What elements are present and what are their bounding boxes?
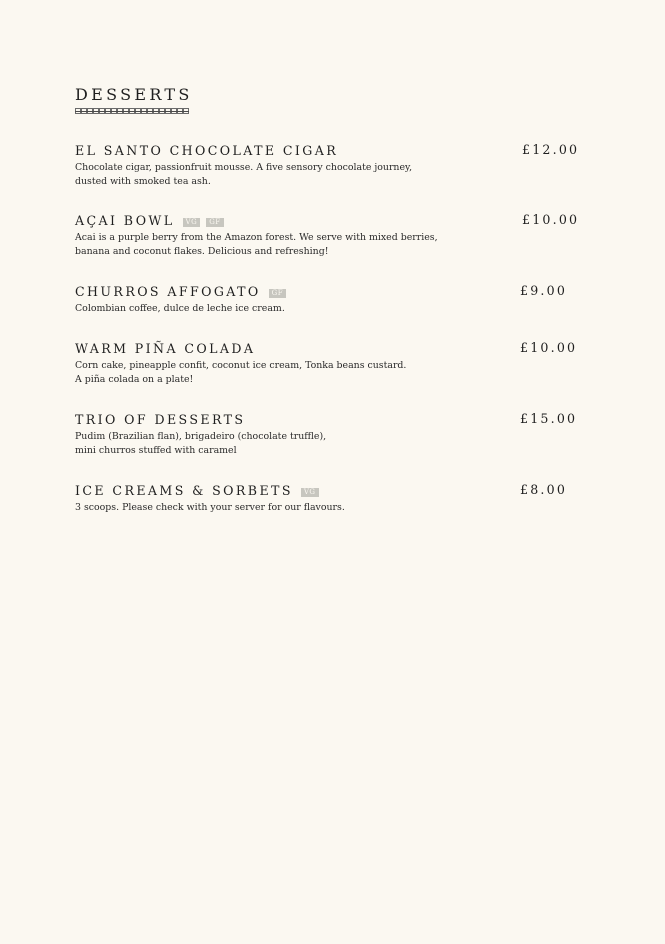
gluten-free-badge: GF <box>206 218 223 227</box>
menu-item-name: CHURROS AFFOGATO <box>75 284 261 299</box>
gluten-free-badge: GF <box>269 289 286 298</box>
menu-item-header <box>75 341 595 355</box>
menu-item-name: TRIO OF DESSERTS <box>75 412 246 427</box>
description-line: 3 scoops. Please check with your server for our flavours. <box>75 502 345 513</box>
menu-item-description <box>75 359 595 386</box>
menu-item <box>75 341 595 386</box>
menu-item-header <box>75 483 595 497</box>
menu-item-price: £12.00 <box>522 142 580 157</box>
menu-item-description <box>75 501 595 515</box>
menu-item-price: £8.00 <box>520 482 568 497</box>
menu-item-name: ICE CREAMS & SORBETS <box>75 483 293 498</box>
menu-item-header <box>75 143 595 157</box>
menu-item-price: £10.00 <box>520 340 578 355</box>
decorative-divider <box>75 108 189 114</box>
description-line: dusted with smoked tea ash. <box>75 175 211 187</box>
menu-item-price: £15.00 <box>520 411 578 426</box>
description-line: Colombian coffee, dulce de leche ice cream. <box>75 303 285 314</box>
description-line: Pudim (Brazilian flan), brigadeiro (chocolate truffle), <box>75 431 327 442</box>
description-line: banana and coconut flakes. Delicious and refreshing! <box>75 245 329 257</box>
description-line: Corn cake, pineapple confit, coconut ice cream, Tonka beans custard. <box>75 360 407 371</box>
menu-item-price: £10.00 <box>522 212 580 227</box>
menu-item <box>75 284 595 316</box>
menu-item <box>75 412 595 457</box>
description-line: A piña colada on a plate! <box>75 373 194 385</box>
menu-item-name: AÇAI BOWL <box>75 213 175 228</box>
menu-item-header <box>75 412 595 426</box>
menu-item-price: £9.00 <box>520 283 568 298</box>
menu-item-description <box>75 302 595 316</box>
menu-item-name: EL SANTO CHOCOLATE CIGAR <box>75 143 339 158</box>
menu-item-description <box>75 161 595 188</box>
vegan-badge: VG <box>301 488 319 497</box>
description-line: Acai is a purple berry from the Amazon forest. We serve with mixed berries, <box>75 232 438 243</box>
menu-item-name: WARM PIÑA COLADA <box>75 341 256 356</box>
menu-item-description <box>75 430 595 457</box>
vegan-badge: VG <box>183 218 201 227</box>
menu-item-header <box>75 213 595 227</box>
menu-item-description <box>75 231 595 258</box>
section-title: DESSERTS <box>75 85 193 104</box>
dessert-menu <box>75 85 595 513</box>
menu-item-header <box>75 284 595 298</box>
description-line: mini churros stuffed with caramel <box>75 444 237 456</box>
menu-item <box>75 213 595 258</box>
menu-item <box>75 143 595 188</box>
menu-item <box>75 483 595 515</box>
description-line: Chocolate cigar, passionfruit mousse. A five sensory chocolate journey, <box>75 162 413 173</box>
